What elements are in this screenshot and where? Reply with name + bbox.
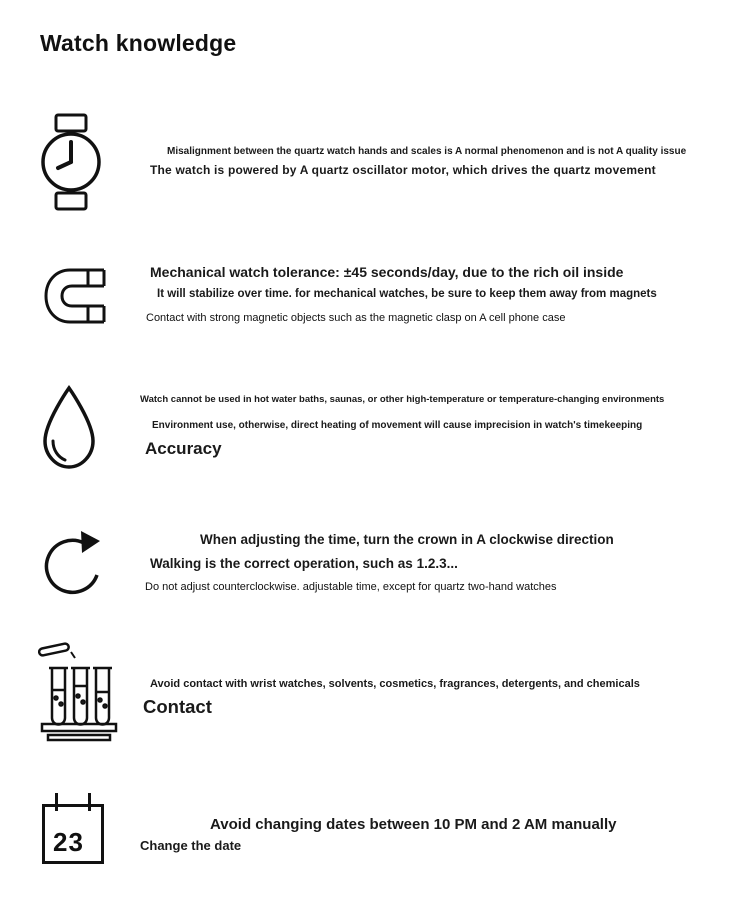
magnet-icon	[42, 266, 108, 331]
watch-icon	[40, 112, 102, 217]
calendar-day-number: 23	[53, 827, 84, 857]
text-line: Contact with strong magnetic objects such as the magnetic clasp on A cell phone case	[146, 312, 566, 324]
text-line: Avoid changing dates between 10 PM and 2 AM manually	[210, 816, 617, 833]
section-chemicals-contact	[0, 640, 750, 760]
section-time-adjustment	[0, 520, 750, 610]
section-date-change	[0, 786, 750, 896]
text-line: Environment use, otherwise, direct heating of movement will cause imprecision in watch's timekeeping	[152, 420, 643, 431]
text-line: Avoid contact with wrist watches, solvents, cosmetics, fragrances, detergents, and chemicals	[150, 678, 640, 690]
test-tubes-icon	[38, 640, 118, 747]
text-line: Misalignment between the quartz watch hands and scales is A normal phenomenon and is not A quality issue	[167, 146, 687, 157]
text-line: The watch is powered by A quartz oscillator motor, which drives the quartz movement	[150, 163, 656, 177]
text-line: Change the date	[140, 838, 242, 853]
section-heading: Accuracy	[145, 439, 222, 458]
text-line: Watch cannot be used in hot water baths, saunas, or other high-temperature or temperature-changing environments	[140, 394, 665, 405]
calendar-icon	[42, 804, 104, 864]
section-quartz-movement	[0, 112, 750, 232]
section-temperature-accuracy	[0, 380, 750, 490]
page-title: Watch knowledge	[40, 30, 237, 56]
section-heading: Contact	[143, 696, 212, 717]
text-line: It will stabilize over time. for mechanical watches, be sure to keep them away from magnets	[157, 288, 657, 300]
text-line: Do not adjust counterclockwise. adjustable time, except for quartz two-hand watches	[145, 581, 557, 593]
calendar-binding-tick	[88, 793, 91, 811]
rotate-clockwise-icon	[40, 526, 106, 601]
text-line: When adjusting the time, turn the crown in A clockwise direction	[200, 532, 614, 547]
water-drop-icon	[40, 384, 98, 477]
calendar-binding-tick	[55, 793, 58, 811]
text-line: Mechanical watch tolerance: ±45 seconds/day, due to the rich oil inside	[150, 264, 624, 280]
text-line: Walking is the correct operation, such as 1.2.3...	[150, 556, 458, 571]
section-magnetism	[0, 258, 750, 348]
